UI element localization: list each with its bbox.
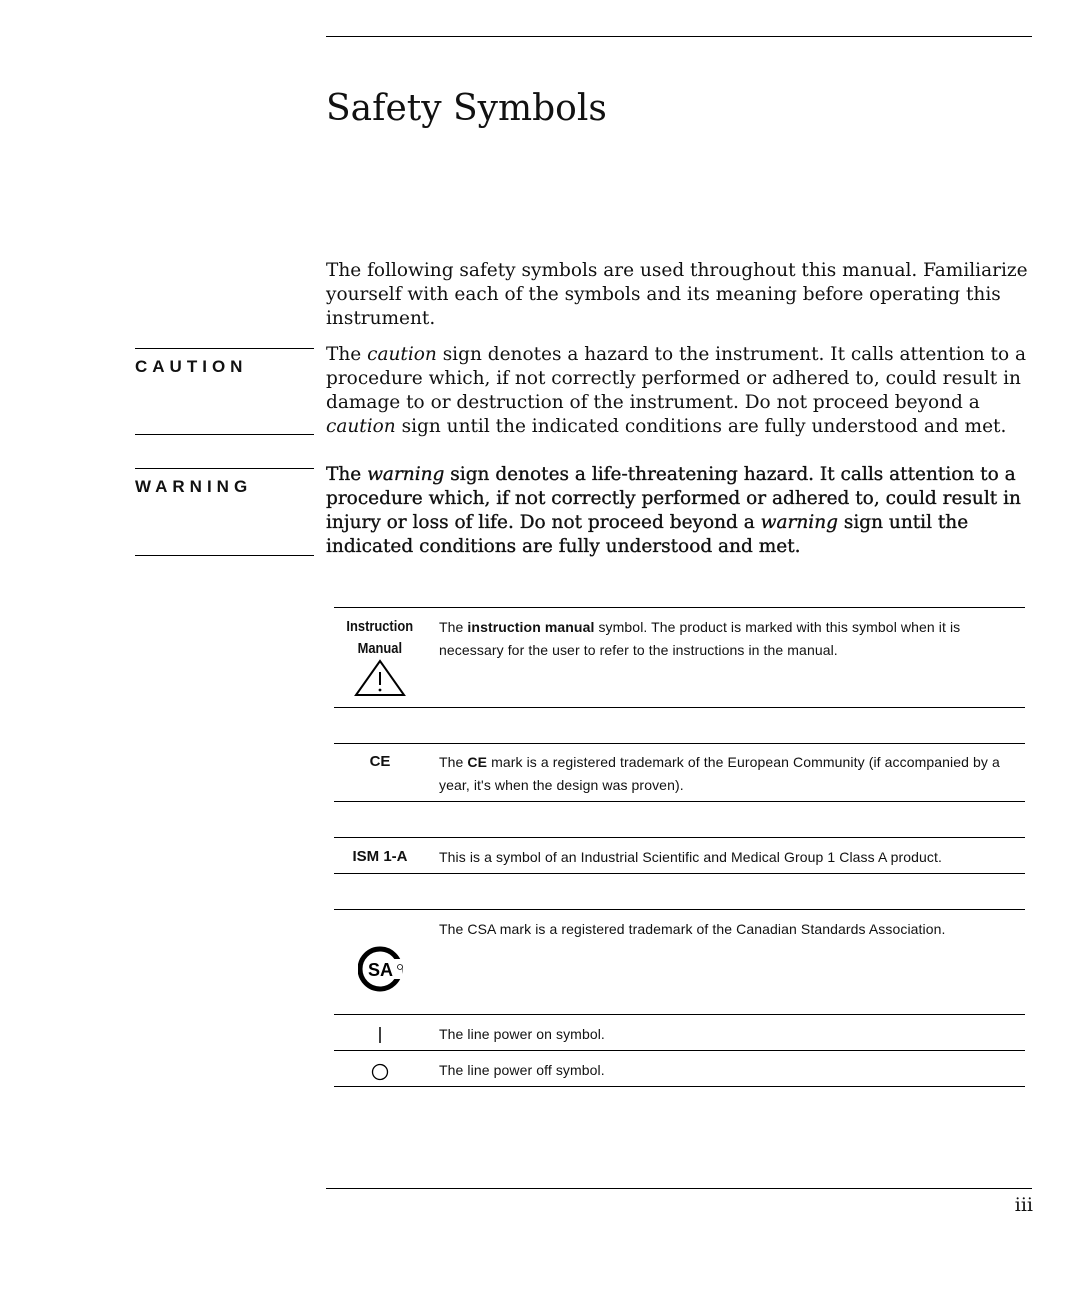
header-rule	[326, 36, 1032, 37]
power-on-line-icon	[375, 1025, 385, 1045]
intro-paragraph: The following safety symbols are used throughout this manual. Familiarize yourself with each of the symbols and its meaning before operating this instrument.	[326, 260, 1028, 329]
table-rule	[334, 801, 1025, 802]
svg-text:SA: SA	[368, 960, 394, 980]
ce-desc-2: mark is a registered trademark of the European Community (if accompanied by a year, it's when the design was proven).	[439, 754, 1000, 793]
footer-rule	[326, 1188, 1032, 1189]
instruction-desc-bold: instruction manual	[467, 619, 595, 635]
instruction-label-line1: Instruction	[346, 618, 414, 635]
caution-top-rule	[135, 348, 314, 349]
csa-logo-icon	[358, 945, 406, 993]
caution-text-2: sign denotes a hazard to the instrument. It calls attention to a procedure which, if not correctly performed or adhered to, could result in damage to or destruction of the instrument. Do not proceed beyond a	[326, 344, 1027, 413]
ism-desc: This is a symbol of an Industrial Scientific and Medical Group 1 Class A product.	[439, 849, 943, 865]
caution-label: CAUTION	[135, 357, 248, 376]
table-rule	[334, 707, 1025, 708]
caution-text-1: The	[326, 344, 368, 365]
warning-paragraph	[326, 463, 1036, 559]
ism-label: ISM 1-A	[352, 848, 408, 865]
warning-em-1: warning	[367, 464, 445, 485]
table-rule	[334, 607, 1025, 608]
warning-text-2: sign denotes a life-threatening hazard. It calls attention to a procedure which, if not correctly performed or adhered to, could result in injury or loss of life. Do not proceed beyond a	[326, 464, 1021, 533]
page-number: iii	[1014, 1194, 1033, 1216]
instruction-desc-2: symbol. The product is marked with this symbol when it is necessary for the user to refer to the instructions in the manual.	[439, 619, 961, 658]
power-off-desc: The line power off symbol.	[439, 1062, 605, 1078]
table-rule	[334, 873, 1025, 874]
warning-text-1: The	[326, 464, 368, 485]
table-rule	[334, 837, 1025, 838]
table-rule	[334, 1086, 1025, 1087]
ce-desc	[439, 751, 1025, 797]
caution-em-2: caution	[326, 416, 396, 437]
warning-top-rule	[135, 468, 314, 469]
caution-paragraph	[326, 343, 1036, 439]
warning-label: WARNING	[135, 477, 253, 496]
warning-bottom-rule	[135, 555, 314, 556]
caution-em-1: caution	[367, 344, 437, 365]
instruction-desc-1: The	[439, 619, 468, 635]
table-rule	[334, 1014, 1025, 1015]
ce-label: CE	[369, 753, 391, 770]
csa-desc: The CSA mark is a registered trademark of the Canadian Standards Association.	[439, 921, 946, 937]
ce-desc-bold: CE	[467, 754, 488, 770]
instruction-manual-label	[334, 616, 426, 660]
warning-triangle-icon	[354, 659, 406, 697]
caution-bottom-rule	[135, 434, 314, 435]
power-off-circle-icon	[371, 1063, 389, 1081]
table-rule	[334, 743, 1025, 744]
caution-text-3: sign until the indicated conditions are fully understood and met.	[395, 416, 1007, 437]
warning-em-2: warning	[760, 512, 838, 533]
page-title: Safety Symbols	[326, 88, 607, 129]
table-rule	[334, 1050, 1025, 1051]
table-rule	[334, 909, 1025, 910]
power-on-desc: The line power on symbol.	[439, 1026, 605, 1042]
ce-desc-1: The	[439, 754, 468, 770]
instruction-label-line2: Manual	[357, 640, 403, 657]
instruction-manual-desc	[439, 616, 1025, 662]
warning-text-3: sign until the indicated conditions are fully understood and met.	[326, 512, 969, 557]
